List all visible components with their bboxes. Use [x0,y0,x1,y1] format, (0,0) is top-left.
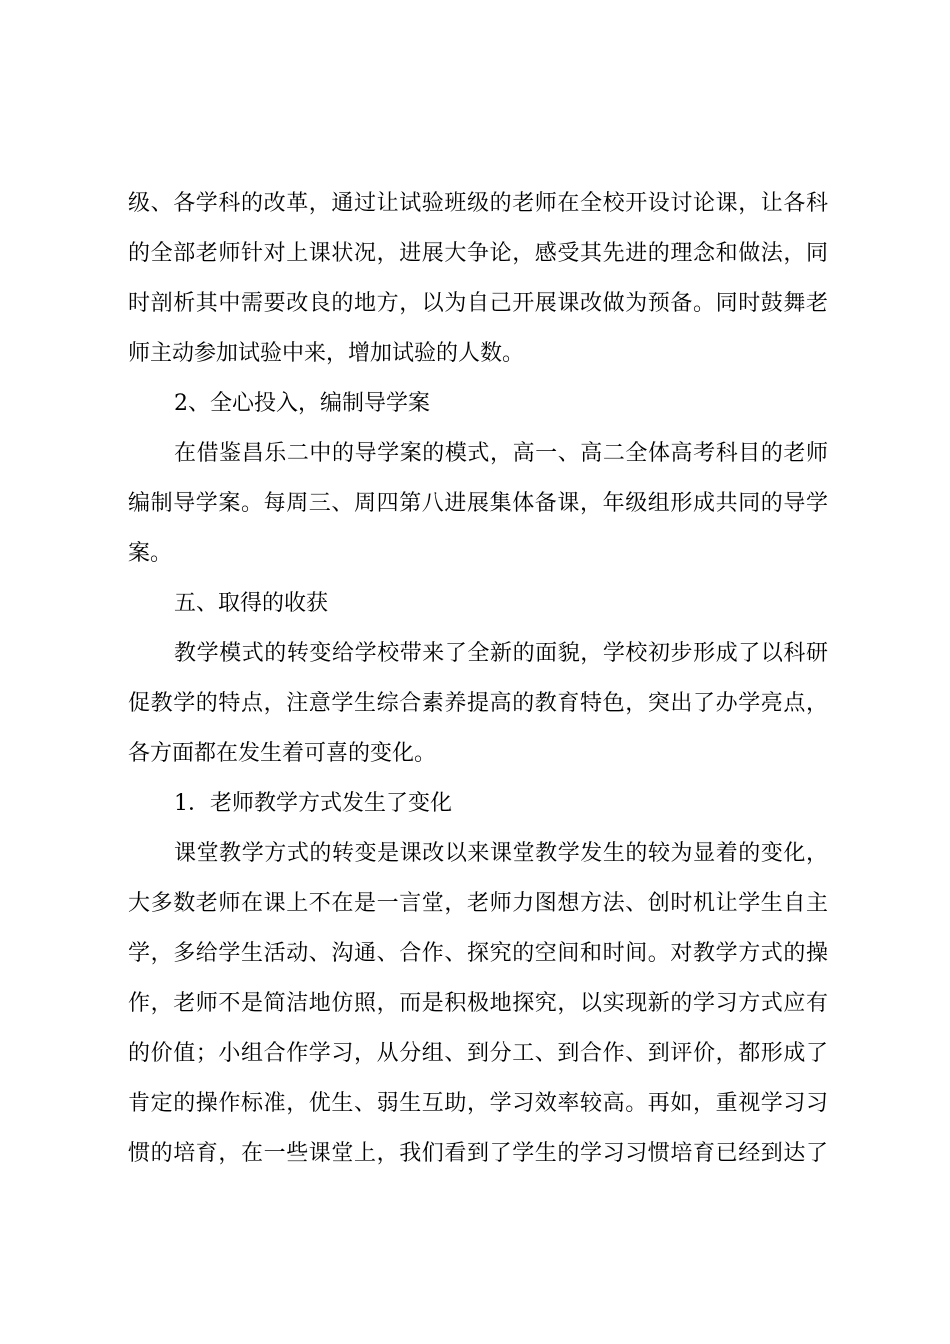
paragraph-1-line-3: 时剖析其中需要改良的地方，以为自己开展课改做为预备。同时鼓舞老 [128,291,828,316]
paragraph-3-line-1: 教学模式的转变给学校带来了全新的面貌，学校初步形成了以科研 [174,641,828,666]
paragraph-4-line-4: 作，老师不是简洁地仿照，而是积极地探究，以实现新的学习方式应有 [128,991,828,1016]
paragraph-1-line-1: 级、各学科的改革，通过让试验班级的老师在全校开设讨论课，让各科 [128,191,828,216]
paragraph-4-line-5: 的价值；小组合作学习，从分组、到分工、到合作、到评价，都形成了 [128,1041,828,1066]
paragraph-3-line-3: 各方面都在发生着可喜的变化。 [128,741,437,766]
section-heading-2: 2、全心投入，编制导学案 [174,391,430,416]
paragraph-1-line-4: 师主动参加试验中来，增加试验的人数。 [128,341,525,366]
paragraph-4-line-2: 大多数老师在课上不在是一言堂，老师力图想方法、创时机让学生自主 [128,891,828,916]
paragraph-4-line-7: 惯的培育，在一些课堂上，我们看到了学生的学习习惯培育已经到达了 [128,1141,828,1166]
subsection-heading-1: 1．老师教学方式发生了变化 [174,791,452,816]
paragraph-4-line-6: 肯定的操作标准，优生、弱生互助，学习效率较高。再如，重视学习习 [128,1091,828,1116]
section-heading-5: 五、取得的收获 [174,591,329,616]
paragraph-4-line-3: 学，多给学生活动、沟通、合作、探究的空间和时间。对教学方式的操 [128,941,828,966]
paragraph-4-line-1: 课堂教学方式的转变是课改以来课堂教学发生的较为显着的变化， [174,841,828,866]
paragraph-2-line-3: 案。 [128,541,173,566]
paragraph-1-line-2: 的全部老师针对上课状况，进展大争论，感受其先进的理念和做法，同 [128,241,828,266]
paragraph-2-line-1: 在借鉴昌乐二中的导学案的模式，高一、高二全体高考科目的老师 [174,441,828,466]
paragraph-3-line-2: 促教学的特点，注意学生综合素养提高的教育特色，突出了办学亮点， [128,691,828,716]
paragraph-2-line-2: 编制导学案。每周三、周四第八进展集体备课，年级组形成共同的导学 [128,491,828,516]
